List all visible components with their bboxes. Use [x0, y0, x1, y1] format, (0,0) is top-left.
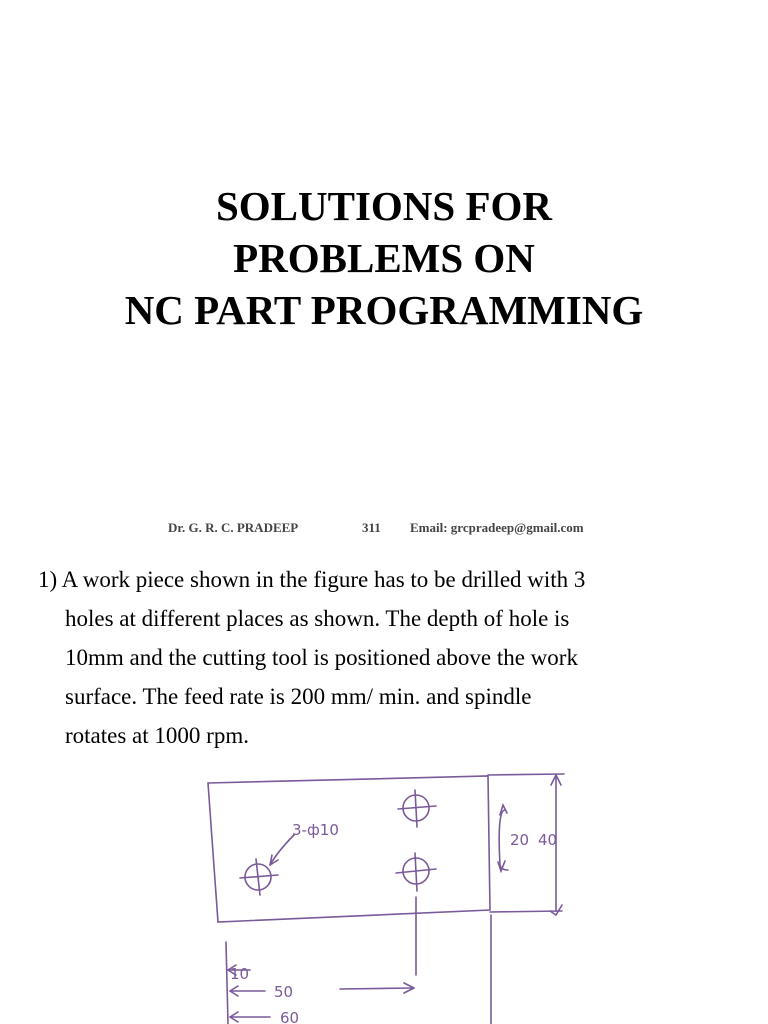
problem-line-1: 1) A work piece shown in the figure has to be drilled with 3 [38, 567, 586, 592]
dim-40-label: 40 [538, 831, 558, 849]
hole-top-right [398, 790, 436, 827]
footer-email: Email: grcpradeep@gmail.com [410, 520, 584, 535]
dim-20-bracket [499, 810, 508, 870]
problem-line-3: 10mm and the cutting tool is positioned above the work [65, 645, 578, 670]
footer-page-number: 311 [362, 520, 381, 535]
title-line-3: NC PART PROGRAMMING [124, 287, 644, 333]
dim-60-label: 60 [280, 1009, 300, 1024]
hole-bottom-right [396, 853, 436, 891]
problem-statement [38, 560, 728, 755]
workpiece-sketch [190, 765, 590, 1024]
dim-10-label: 10 [230, 965, 250, 983]
title-line-2: PROBLEMS ON [233, 235, 535, 281]
plate-outline [208, 776, 490, 922]
problem-line-5: rotates at 1000 rpm. [65, 723, 249, 748]
hole-leader [270, 835, 294, 865]
title-line-1: SOLUTIONS FOR [215, 183, 553, 229]
dim-50-label: 50 [274, 983, 294, 1001]
workpiece-drawing [190, 765, 590, 1024]
hole-label: 3-ф10 [292, 821, 339, 839]
problem-line-4: surface. The feed rate is 200 mm/ min. and spindle [65, 684, 532, 709]
problem-line-2: holes at different places as shown. The depth of hole is [65, 606, 570, 631]
slide-footer [0, 520, 768, 540]
document-title [0, 180, 768, 336]
dim-20-label: 20 [510, 831, 530, 849]
footer-author: Dr. G. R. C. PRADEEP [168, 520, 299, 535]
